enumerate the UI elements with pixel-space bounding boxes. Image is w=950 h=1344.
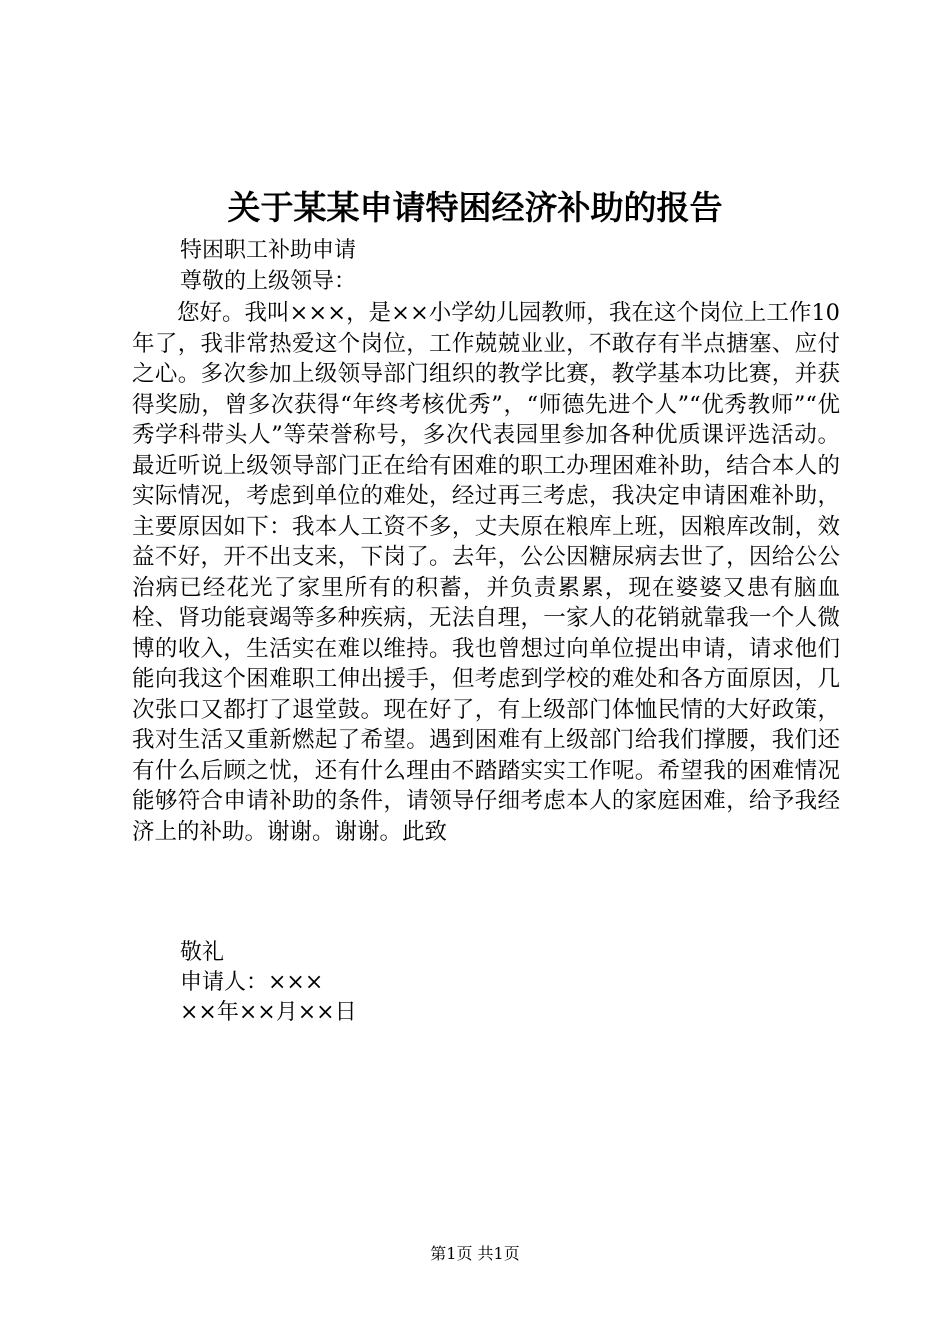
document-subtitle: 特困职工补助申请: [180, 238, 357, 263]
page-number-footer: 第1页 共1页: [430, 1244, 520, 1263]
application-date: ××年××月××日: [180, 1000, 357, 1025]
document-title: 关于某某申请特困经济补助的报告: [227, 188, 723, 227]
salutation: 尊敬的上级领导：: [180, 269, 357, 294]
letter-body: 您好。我叫×××，是××小学幼儿园教师，我在这个岗位上工作10年了，我非常热爱这个岗位，工作兢兢业业，不敢存有半点搪塞、应付之心。多次参加上级领导部门组织的教学比赛，教学基本功比赛，并获得奖励，曾多次获得“年终考核优秀”，“师德先进个人”“优秀教师”“优秀学科带头人”等荣誉称号，多次代表园里参加各种优质课评选活动。最近听说上级领导部门正在给有困难的职工办理困难补助，结合本人的实际情况，考虑到单位的难处，经过再三考虑，我决定申请困难补助，主要原因如下：我本人工资不多，丈夫原在粮库上班，因粮库改制，效益不好，开不出支来，下岗了。去年，公公因糖尿病去世了，因给公公治病已经花光了家里所有的积蓄，并负责累累，现在婆婆又患有脑血栓、肾功能衰竭等多种疾病，无法自理，一家人的花销就靠我一个人微博的收入，生活实在难以维持。我也曾想过向单位提出申请，请求他们能向我这个困难职工伸出援手，但考虑到学校的难处和各方面原因，几次张口又都打了退堂鼓。现在好了，有上级部门体恤民情的大好政策，我对生活又重新燃起了希望。遇到困难有上级部门给我们撑腰，我们还有什么后顾之忧，还有什么理由不踏踏实实工作呢。希望我的困难情况能够符合申请补助的条件，请领导仔细考虑本人的家庭困难，给予我经济上的补助。谢谢。谢谢。此致: [132, 300, 840, 845]
applicant-signature: 申请人：×××: [180, 970, 324, 995]
closing-regards: 敬礼: [180, 940, 225, 965]
